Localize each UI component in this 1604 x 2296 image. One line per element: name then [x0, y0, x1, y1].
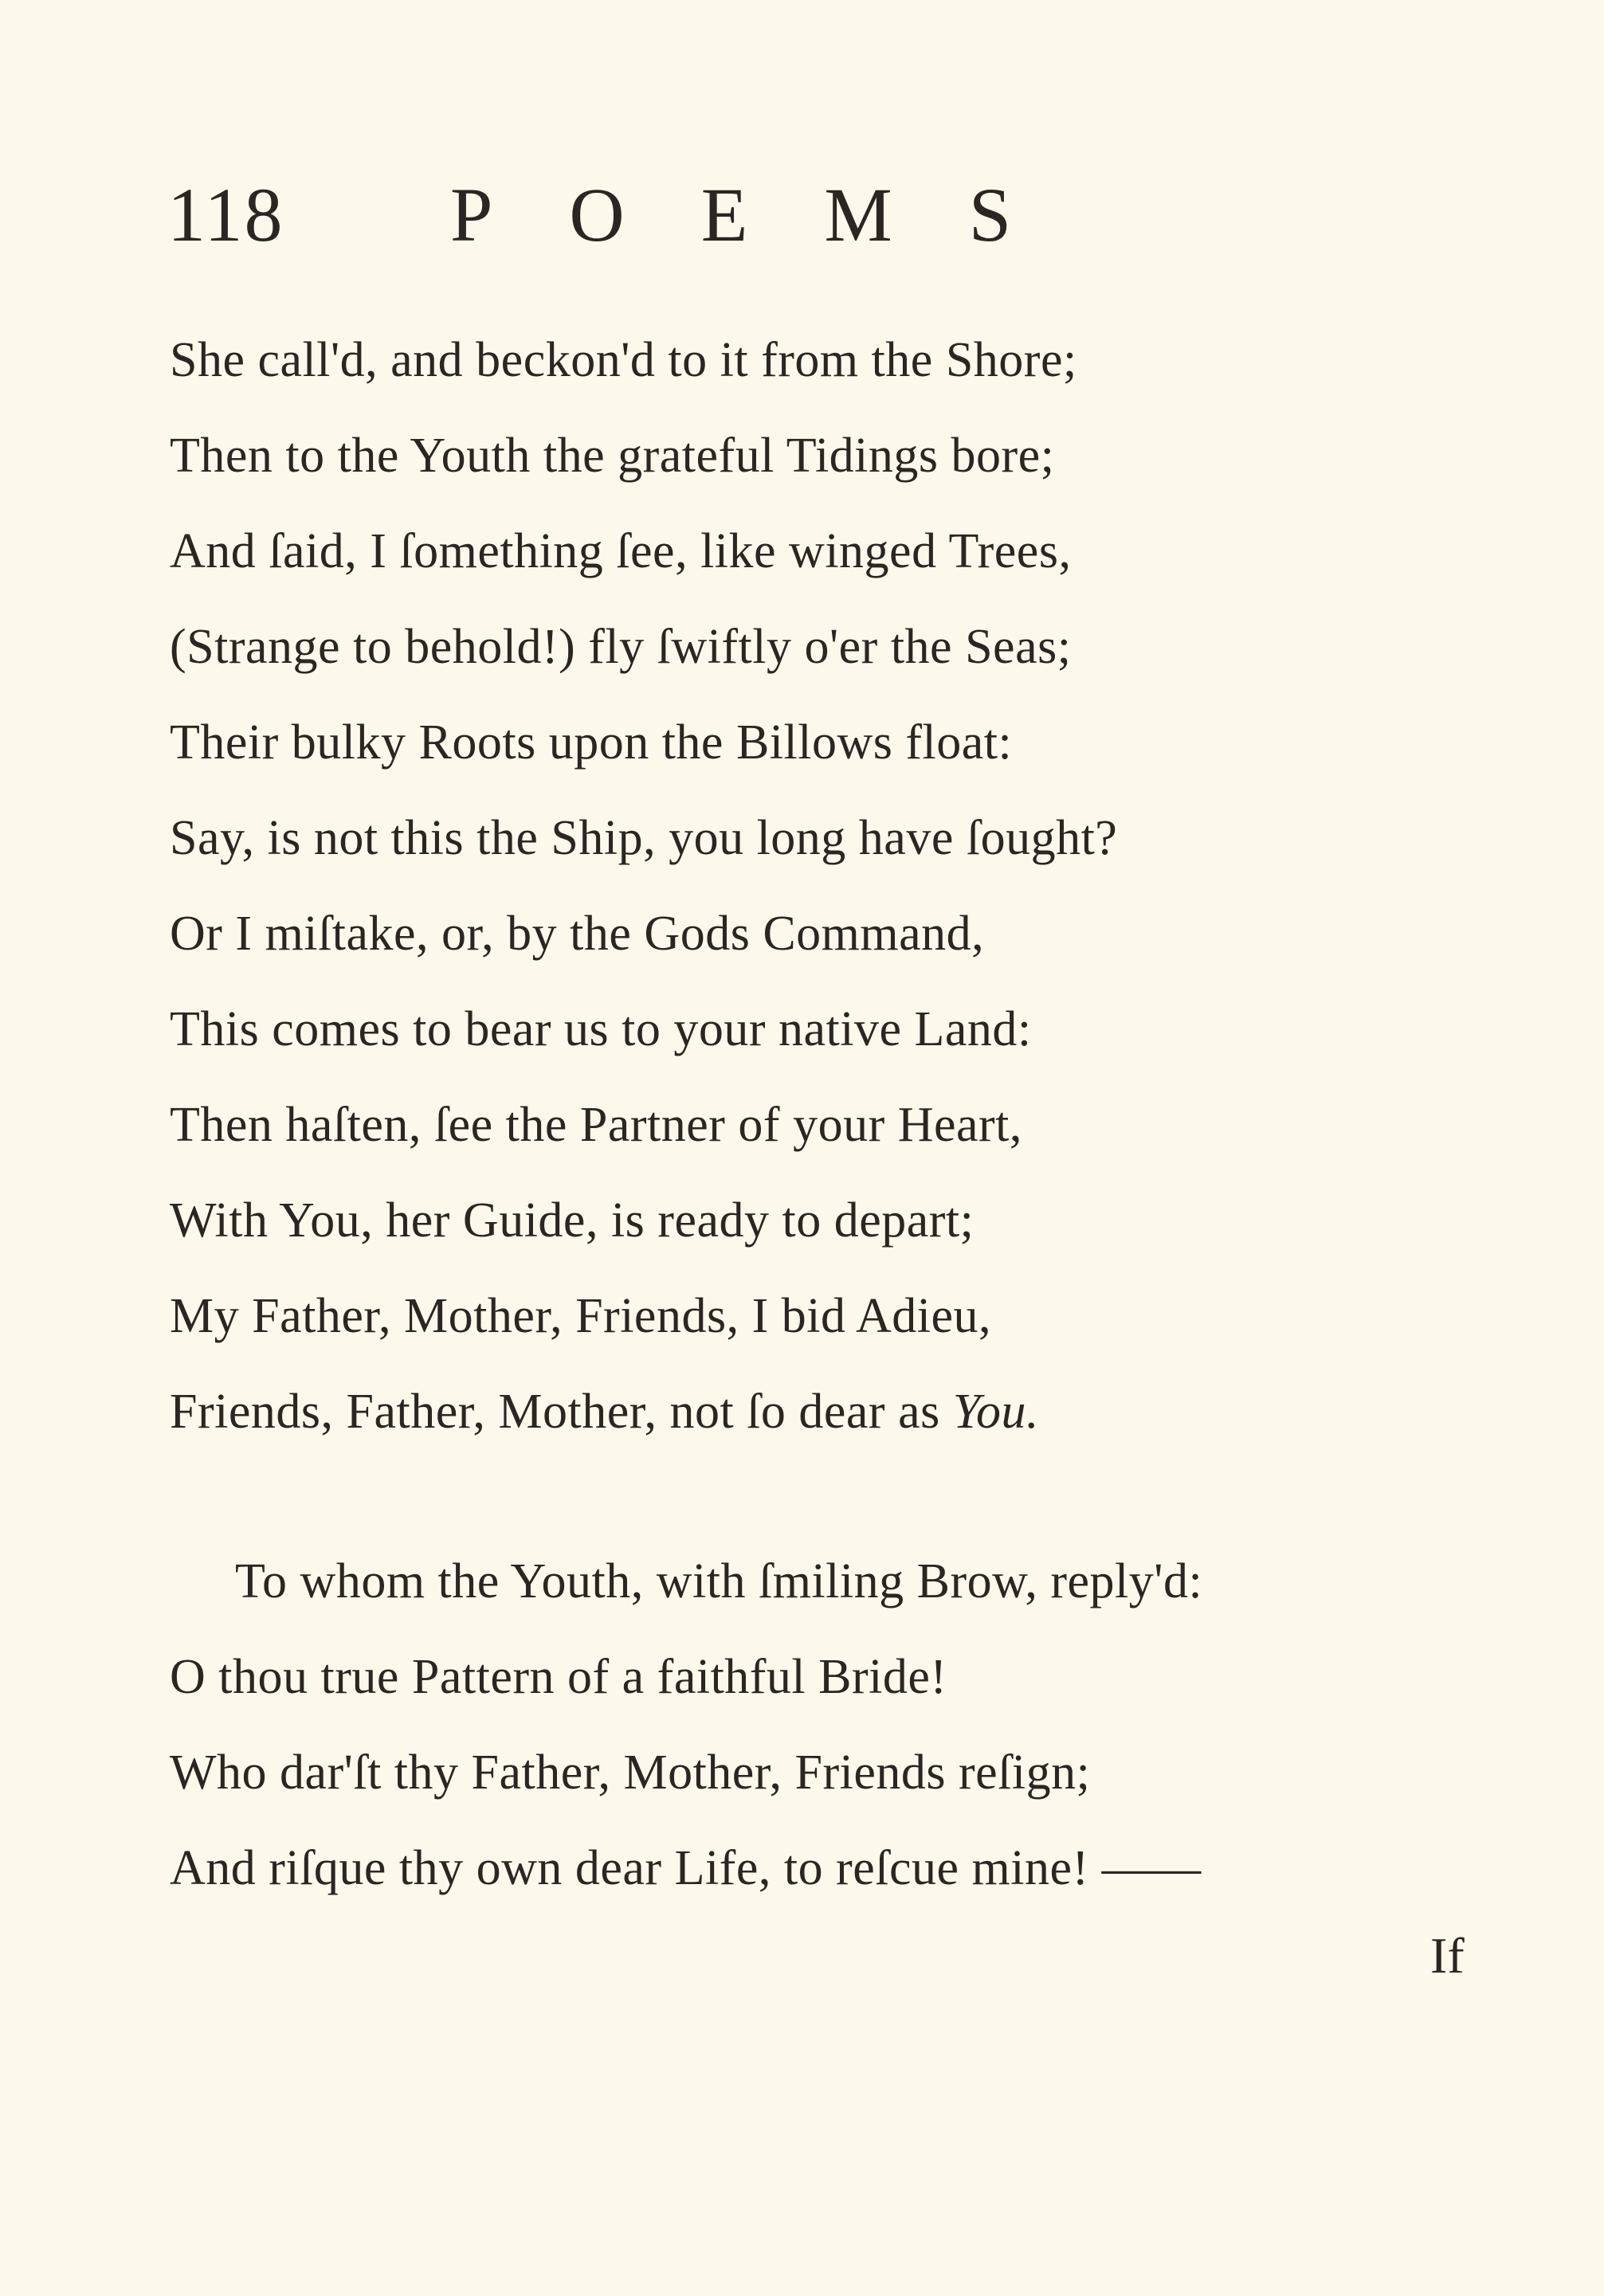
poem-line: Then to the Youth the grateful Tidings bore; — [170, 429, 1055, 483]
emphasized-word: You. — [952, 1385, 1040, 1439]
poem-line: Or I miſtake, or, by the Gods Command, — [170, 907, 985, 961]
poem-line: And riſque thy own dear Life, to reſcue mine! —— — [170, 1841, 1202, 1895]
poem-line: Who dar'ſt thy Father, Mother, Friends reſign; — [170, 1746, 1091, 1800]
poem-line-text: Friends, Father, Mother, not ſo dear as — [170, 1385, 953, 1439]
poem-line-last — [170, 1364, 1117, 1459]
poem-line: Then haſten, ſee the Partner of your Heart, — [170, 1098, 1022, 1152]
stanza-2 — [170, 1534, 1202, 1916]
poem-line: She call'd, and beckon'd to it from the Shore; — [170, 333, 1077, 387]
poem-line: Say, is not this the Ship, you long have ſought? — [170, 811, 1118, 865]
catchword: If — [1430, 1927, 1465, 1984]
page-number: 118 — [167, 172, 284, 257]
poem-line: With You, her Guide, is ready to depart; — [170, 1193, 975, 1248]
poem-line: This comes to bear us to your native Land: — [170, 1002, 1032, 1056]
stanza-1 — [170, 312, 1117, 1459]
running-title: POEMS — [450, 172, 1088, 257]
poem-line: (Strange to behold!) fly ſwiftly o'er the Seas; — [170, 620, 1072, 674]
poem-line: To whom the Youth, with ſmiling Brow, reply'd: — [235, 1554, 1203, 1608]
poem-line: O thou true Pattern of a faithful Bride! — [170, 1650, 947, 1704]
poem-line: And ſaid, I ſomething ſee, like winged Trees, — [170, 524, 1072, 578]
poem-line: My Father, Mother, Friends, I bid Adieu, — [170, 1289, 992, 1343]
poem-line: Their bulky Roots upon the Billows float: — [170, 715, 1013, 770]
